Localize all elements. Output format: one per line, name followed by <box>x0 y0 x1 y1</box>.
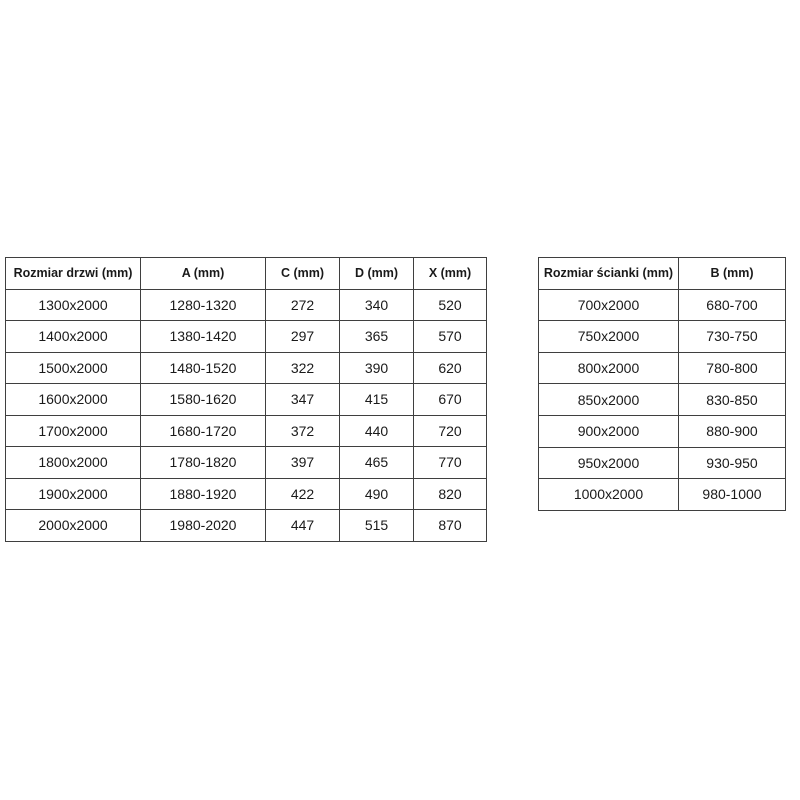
table-row <box>6 384 487 416</box>
table-cell: 800x2000 <box>539 352 679 384</box>
column-header: X (mm) <box>414 258 487 290</box>
table-row <box>539 352 786 384</box>
table-cell: 1900x2000 <box>6 478 141 510</box>
table-cell: 415 <box>340 384 414 416</box>
table-cell: 930-950 <box>679 447 786 479</box>
table-row <box>539 479 786 511</box>
table-row <box>6 478 487 510</box>
table-cell: 490 <box>340 478 414 510</box>
table-cell: 397 <box>266 447 340 479</box>
table-cell: 365 <box>340 321 414 353</box>
table-row <box>6 415 487 447</box>
table-cell: 422 <box>266 478 340 510</box>
table-cell: 1600x2000 <box>6 384 141 416</box>
table-cell: 770 <box>414 447 487 479</box>
table-cell: 620 <box>414 352 487 384</box>
column-header: Rozmiar ścianki (mm) <box>539 258 679 290</box>
table-cell: 750x2000 <box>539 321 679 353</box>
table-cell: 272 <box>266 289 340 321</box>
table-cell: 1880-1920 <box>141 478 266 510</box>
column-header: A (mm) <box>141 258 266 290</box>
table-cell: 680-700 <box>679 289 786 321</box>
column-header: C (mm) <box>266 258 340 290</box>
table-cell: 1480-1520 <box>141 352 266 384</box>
table-cell: 372 <box>266 415 340 447</box>
table-cell: 880-900 <box>679 415 786 447</box>
table-cell: 340 <box>340 289 414 321</box>
column-header: B (mm) <box>679 258 786 290</box>
table-row <box>539 415 786 447</box>
table-cell: 322 <box>266 352 340 384</box>
table-cell: 730-750 <box>679 321 786 353</box>
table-cell: 950x2000 <box>539 447 679 479</box>
table-row <box>6 352 487 384</box>
table-cell: 440 <box>340 415 414 447</box>
table-row <box>539 384 786 416</box>
table-cell: 850x2000 <box>539 384 679 416</box>
table-cell: 1000x2000 <box>539 479 679 511</box>
table-row <box>6 321 487 353</box>
table-cell: 700x2000 <box>539 289 679 321</box>
table-cell: 1700x2000 <box>6 415 141 447</box>
table-cell: 900x2000 <box>539 415 679 447</box>
table-cell: 1580-1620 <box>141 384 266 416</box>
wall-size-table <box>538 257 786 511</box>
table-cell: 447 <box>266 510 340 542</box>
table-row <box>539 321 786 353</box>
column-header: Rozmiar drzwi (mm) <box>6 258 141 290</box>
table-cell: 570 <box>414 321 487 353</box>
table-cell: 390 <box>340 352 414 384</box>
door-size-table <box>5 257 487 542</box>
table-cell: 520 <box>414 289 487 321</box>
table-cell: 2000x2000 <box>6 510 141 542</box>
table-cell: 1500x2000 <box>6 352 141 384</box>
table-row <box>539 447 786 479</box>
table-cell: 515 <box>340 510 414 542</box>
table-cell: 830-850 <box>679 384 786 416</box>
table-cell: 1300x2000 <box>6 289 141 321</box>
table-cell: 980-1000 <box>679 479 786 511</box>
table-cell: 820 <box>414 478 487 510</box>
column-header: D (mm) <box>340 258 414 290</box>
table-cell: 1680-1720 <box>141 415 266 447</box>
table-cell: 1780-1820 <box>141 447 266 479</box>
table-cell: 1980-2020 <box>141 510 266 542</box>
table-row <box>539 289 786 321</box>
table-cell: 1400x2000 <box>6 321 141 353</box>
table-cell: 297 <box>266 321 340 353</box>
table-cell: 1280-1320 <box>141 289 266 321</box>
table-cell: 1380-1420 <box>141 321 266 353</box>
table-cell: 670 <box>414 384 487 416</box>
table-cell: 720 <box>414 415 487 447</box>
table-row <box>6 447 487 479</box>
table-cell: 780-800 <box>679 352 786 384</box>
table-cell: 465 <box>340 447 414 479</box>
header-row <box>539 258 786 290</box>
table-cell: 347 <box>266 384 340 416</box>
header-row <box>6 258 487 290</box>
table-row <box>6 510 487 542</box>
table-cell: 1800x2000 <box>6 447 141 479</box>
table-row <box>6 289 487 321</box>
table-cell: 870 <box>414 510 487 542</box>
